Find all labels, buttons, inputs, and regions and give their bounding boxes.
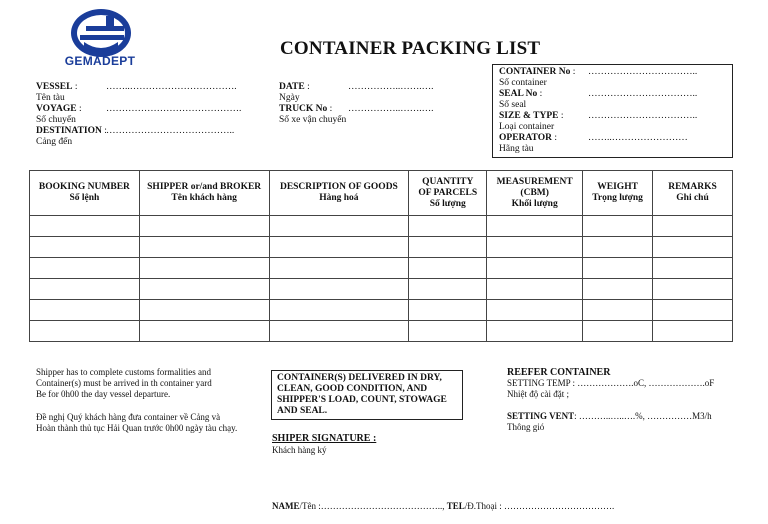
setting-vent: SETTING VENT: ………..…..….%, ……………M3/h xyxy=(507,411,712,421)
seal-no-sub: Số seal xyxy=(499,100,527,110)
operator-field: OPERATOR : xyxy=(499,133,557,143)
truck-dots: ……………..…….…. xyxy=(348,104,434,114)
container-no-sub: Số container xyxy=(499,78,547,88)
vent-sub: Thông gió xyxy=(507,422,545,432)
operator-sub: Hãng tàu xyxy=(499,144,534,154)
page-title: CONTAINER PACKING LIST xyxy=(280,38,541,59)
vessel-field: VESSEL : xyxy=(36,82,78,92)
container-no-field: CONTAINER No : xyxy=(499,67,576,77)
size-type-dots: …………………………….. xyxy=(588,111,698,121)
date-dots: ……………..…….…. xyxy=(348,82,434,92)
voyage-sub: Số chuyến xyxy=(36,115,76,125)
setting-temp: SETTING TEMP : ……………….oC, ……………….oF xyxy=(507,378,715,388)
truck-sub: Số xe vận chuyển xyxy=(279,115,347,125)
seal-no-field: SEAL No : xyxy=(499,89,543,99)
col-booking-number: BOOKING NUMBER Số lệnh xyxy=(30,171,140,216)
table-row xyxy=(30,258,733,279)
col-description: DESCRIPTION OF GOODS Hàng hoá xyxy=(269,171,409,216)
table-row xyxy=(30,321,733,342)
shipper-signature-label: SHIPER SIGNATURE : xyxy=(272,433,377,444)
delivered-condition-notice: CONTAINER(S) DELIVERED IN DRY, CLEAN, GOOD CONDITION, AND SHIPPER'S LOAD, COUNT, STOWAGE AND SEAL. xyxy=(271,370,463,420)
logo-text: GEMADEPT xyxy=(64,54,136,68)
destination-dots: ………………………………….. xyxy=(106,126,235,136)
table-header-row xyxy=(30,171,733,216)
date-sub: Ngày xyxy=(279,93,300,103)
truck-field: TRUCK No : xyxy=(279,104,333,114)
col-remarks: REMARKS Ghi chú xyxy=(653,171,733,216)
vessel-sub: Tên tàu xyxy=(36,93,65,103)
temp-sub: Nhiệt độ cài đặt ; xyxy=(507,389,569,399)
seal-no-dots: …………………………….. xyxy=(588,89,698,99)
col-quantity: QUANTITY OF PARCELS Số lượng xyxy=(409,171,487,216)
vessel-dots: ……..……………………………. xyxy=(106,82,237,92)
size-type-sub: Loại container xyxy=(499,122,555,132)
table-row xyxy=(30,300,733,321)
table-row xyxy=(30,216,733,237)
operator-dots: ……..…………………… xyxy=(588,133,688,143)
col-weight: WEIGHT Trọng lượng xyxy=(583,171,653,216)
shipper-note-vi: Đề nghị Quý khách hàng đưa container về Cảng và Hoàn thành thủ tục Hải Quan trước 0h00 ngày tàu chạy. xyxy=(36,412,238,433)
col-shipper: SHIPPER or/and BROKER Tên khách hàng xyxy=(139,171,269,216)
table-row xyxy=(30,279,733,300)
size-type-field: SIZE & TYPE : xyxy=(499,111,564,121)
date-field: DATE : xyxy=(279,82,310,92)
shipper-note-en: Shipper has to complete customs formalities and Container(s) must be arrived in th container yard Be for 0h00 the day vessel departure. xyxy=(36,367,212,399)
destination-sub: Cảng đến xyxy=(36,137,73,147)
table-row xyxy=(30,237,733,258)
destination-field: DESTINATION : xyxy=(36,126,107,136)
voyage-dots: ……………………………………. xyxy=(106,104,242,114)
col-measurement: MEASUREMENT (CBM) Khối lượng xyxy=(487,171,583,216)
voyage-field: VOYAGE : xyxy=(36,104,82,114)
reefer-title: REEFER CONTAINER xyxy=(507,367,611,378)
packing-list-table xyxy=(29,170,733,342)
container-no-dots: …………………………….. xyxy=(588,67,698,77)
shipper-signature-sub: Khách hàng ký xyxy=(272,445,327,455)
name-tel-line: NAME/Tên :………………………………….., TEL/Đ.Thoại : ………………………………. xyxy=(272,501,615,511)
